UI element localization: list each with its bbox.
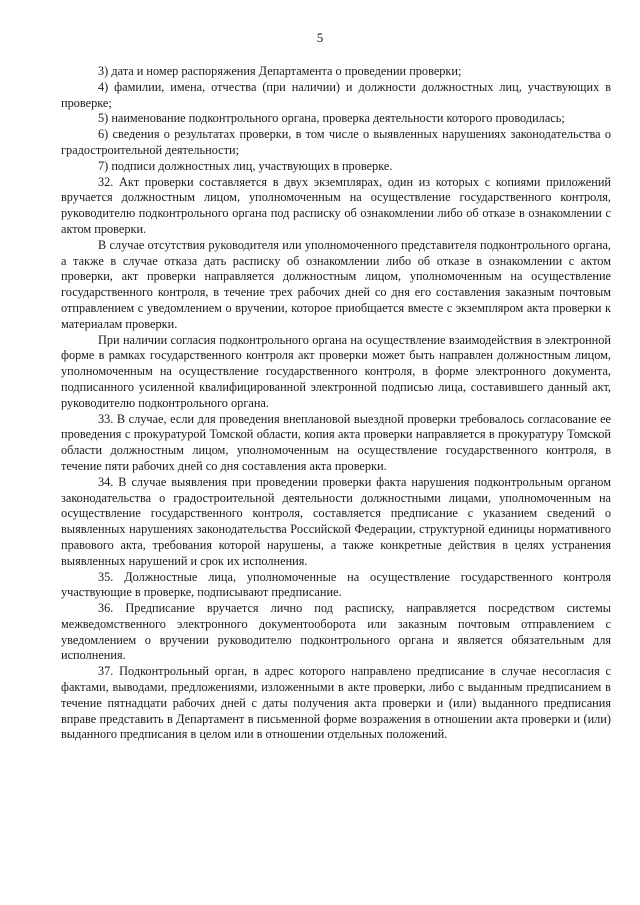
- paragraph-clause-32-absence: В случае отсутствия руководителя или уполномоченного представителя подконтрольного органа, а также в случае отказа дать расписку об ознакомлении либо об отказе в ознакомлении с актом проверки, акт проверки направляется должностным лицом, уполномоченным на осуществление государственного контроля, в течение трех рабочих дней со дня его составления заказным почтовым отправлением с уведомлением о вручении, которое приобщается вместе с экземпляром акта проверки к материалам проверки.: [61, 237, 611, 331]
- paragraph-item-7-signatures: 7) подписи должностных лиц, участвующих в проверке.: [98, 158, 393, 173]
- paragraph-clause-32: 32. Акт проверки составляется в двух экземплярах, один из которых с копиями приложений вручается должностным лицом, уполномоченным на осуществление государственного контроля, руководителю подконтрольного органа под расписку об ознакомлении либо об отказе в ознакомлении с актом проверки.: [61, 174, 611, 236]
- page-number: 5: [316, 30, 324, 45]
- paragraph-item-6-results: 6) сведения о результатах проверки, в том числе о выявленных нарушениях законодательства о градостроительной деятельности;: [61, 127, 611, 157]
- paragraph-item-5-organ: 5) наименование подконтрольного органа, проверка деятельности которого проводилась;: [98, 111, 565, 126]
- paragraph-clause-34: 34. В случае выявления при проведении проверки факта нарушения подконтрольным органом законодательства о градостроительной деятельности должностными лицами, уполномоченным на осуществление государственного контроля, составляется предписание с указанием сведений о выявленных нарушениях законодательства Российской Федерации, структурной единицы нормативного правового акта, требования которой нарушены, а также конкретные действия в целях устранения выявленных нарушений и срок их исполнения.: [61, 474, 611, 568]
- paragraph-clause-36: 36. Предписание вручается лично под расписку, направляется посредством системы межведомственного электронного документооборота или заказным почтовым отправлением с уведомлением о вручении руководителю подконтрольного органа и является обязательным для исполнения.: [61, 601, 611, 663]
- paragraph-item-4-names: 4) фамилии, имена, отчества (при наличии) и должности должностных лиц, участвующих в проверке;: [61, 79, 611, 110]
- document-body: [61, 64, 611, 743]
- paragraph-clause-37: 37. Подконтрольный орган, в адрес которого направлено предписание в случае несогласия с фактами, выводами, предложениями, изложенными в акте проверки, либо с выданным предписанием в течение пятнадцати рабочих дней с даты получения акта проверки и (или) выданного предписания вправе представить в Департамент в письменной форме возражения в отношении акта проверки и (или) выданного предписания в целом или в отношении отдельных положений.: [61, 664, 611, 742]
- paragraph-item-3-date: 3) дата и номер распоряжения Департамента о проведении проверки;: [98, 64, 462, 78]
- paragraph-clause-35: 35. Должностные лица, уполномоченные на осуществление государственного контроля участвующие в проверке, подписывают предписание.: [61, 569, 611, 600]
- paragraph-clause-33: 33. В случае, если для проведения внеплановой выездной проверки требовалось согласование ее проведения с прокуратурой Томской области, копия акта проверки направляется в прокуратуру Томской области должностным лицом, уполномоченным на осуществление государственного контроля, в течение пяти рабочих дней со дня составления акта проверки.: [61, 411, 611, 473]
- paragraph-clause-32-electronic: При наличии согласия подконтрольного органа на осуществление взаимодействия в электронной форме в рамках государственного контроля акт проверки может быть направлен должностным лицом, уполномоченным на осуществление государственного контроля, в форме электронного документа, подписанного усиленной квалифицированной электронной подписью лица, составившего данный акт, руководителю подконтрольного органа.: [61, 332, 611, 410]
